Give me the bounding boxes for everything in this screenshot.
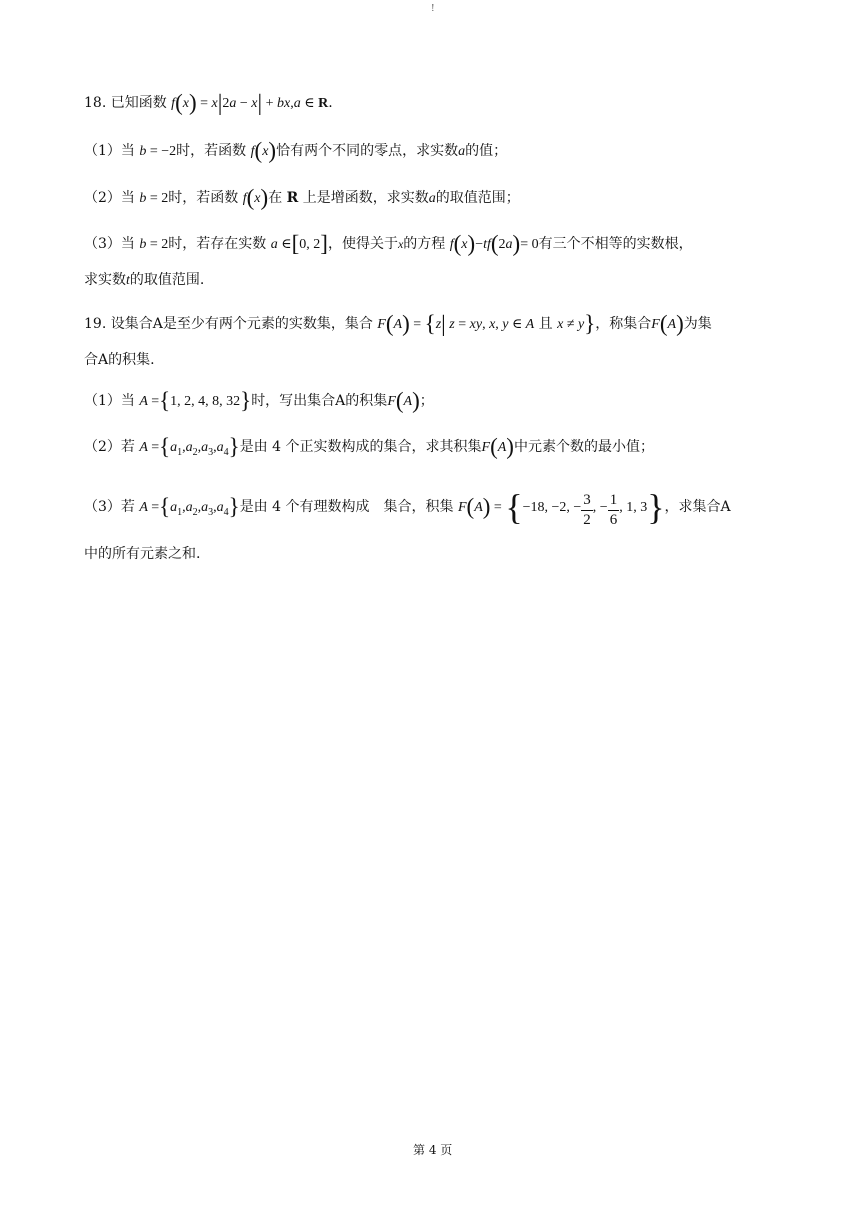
header-mark: ! bbox=[431, 4, 435, 14]
part-text: 是由 4 个正实数构成的集合，求其积集 bbox=[239, 439, 482, 455]
problem-text: 设集合A是至少有两个元素的实数集，集合 bbox=[110, 316, 373, 332]
part-text: 的取值范围； bbox=[435, 190, 520, 206]
part-label: （2） bbox=[84, 190, 121, 206]
problem-text: ，称集合 bbox=[595, 316, 652, 332]
problem-text: 为集 bbox=[683, 316, 712, 332]
part-text: 时，写出集合A的积集 bbox=[251, 393, 388, 409]
part-text: 有三个不相等的实数根， bbox=[538, 236, 693, 252]
part-text: 的取值范围. bbox=[129, 272, 205, 288]
problem-18-part-3 bbox=[84, 232, 693, 255]
part-text: 时，若函数 bbox=[176, 143, 247, 159]
part-text: 恰有两个不同的零点，求实数 bbox=[276, 143, 459, 159]
part-text: 求实数 bbox=[84, 272, 126, 288]
page-footer: 第 4 页 bbox=[413, 1143, 453, 1157]
math-var: R bbox=[286, 190, 299, 206]
part-label: （2） bbox=[84, 439, 121, 455]
math-formula: f(x)−tf(2a)= 0 bbox=[449, 231, 539, 256]
part-text: ，使得关于 bbox=[327, 236, 398, 252]
part-label: （3） bbox=[84, 236, 121, 252]
problem-19-stem bbox=[84, 312, 712, 335]
part-text: 的值； bbox=[465, 143, 508, 159]
math-formula: A ={1, 2, 4, 8, 32} bbox=[139, 388, 252, 413]
problem-18-part-2 bbox=[84, 186, 520, 209]
math-var: t bbox=[126, 273, 130, 288]
problem-19-part-3 bbox=[84, 489, 731, 528]
math-formula: a ∈[0, 2] bbox=[270, 231, 328, 256]
problem-number: 19. bbox=[84, 316, 107, 332]
math-var: x bbox=[397, 237, 404, 251]
part-text: 当 bbox=[120, 190, 135, 206]
part-label: （1） bbox=[84, 143, 121, 159]
part-text: 当 bbox=[120, 393, 135, 409]
math-formula: f(x) bbox=[242, 185, 269, 210]
problem-19-part-1 bbox=[84, 389, 434, 412]
math-formula: F(A) bbox=[481, 434, 514, 459]
part-text: 时，若函数 bbox=[168, 190, 239, 206]
problem-text: 已知函数 bbox=[110, 95, 167, 111]
math-formula: f(x) bbox=[250, 138, 277, 163]
part-text: 若 bbox=[120, 499, 135, 515]
problem-number: 18. bbox=[84, 95, 107, 111]
math-formula: f(x) = x|2a − x| + bx,a ∈ R bbox=[171, 90, 329, 115]
math-formula: $A =\{a_1,a_2,a_3,a_4\}$ bbox=[139, 434, 240, 459]
problem-18-stem: 18. 已知函数 f(x) = x|2a − x| + bx,a ∈ R. bbox=[84, 90, 333, 115]
math-formula: b = 2 bbox=[139, 237, 169, 252]
part-text: 当 bbox=[120, 236, 135, 252]
math-formula: $A =\{a_1,a_2,a_3,a_4\}$ bbox=[139, 494, 240, 519]
math-formula: F(A) = {−18, −2, − $\frac{3}{2}$ , − $\frac{1}{6}$ , 1, 3} bbox=[457, 487, 665, 528]
part-text: ，求集合A bbox=[664, 499, 731, 515]
part-text: 若 bbox=[120, 439, 135, 455]
part-text: 在 bbox=[268, 190, 283, 206]
math-formula: b = 2 bbox=[139, 191, 169, 206]
part-text: 的方程 bbox=[403, 236, 446, 252]
math-formula: F(A) = {z| z = xy, x, y ∈ A bbox=[377, 311, 535, 336]
math-formula: x ≠ y} bbox=[557, 311, 596, 336]
problem-text: 且 bbox=[538, 316, 553, 332]
part-text: 是由 4 个有理数构成 集合，积集 bbox=[239, 499, 454, 515]
problem-18-part-3-line-2 bbox=[84, 269, 204, 289]
part-text: 上是增函数，求实数 bbox=[302, 190, 429, 206]
part-text: 当 bbox=[120, 143, 135, 159]
part-text: 时，若存在实数 bbox=[168, 236, 267, 252]
part-text: ； bbox=[419, 393, 434, 409]
math-var: a bbox=[458, 144, 466, 159]
math-formula: b = −2 bbox=[139, 144, 177, 159]
math-formula: F(A) bbox=[651, 311, 684, 336]
problem-19-part-3-line-2: 中的所有元素之和. bbox=[84, 546, 201, 562]
part-label: （1） bbox=[84, 393, 121, 409]
part-label: （3） bbox=[84, 499, 121, 515]
part-text: 中元素个数的最小值； bbox=[513, 439, 654, 455]
problem-19-stem-line-2: 合A的积集. bbox=[84, 352, 155, 368]
math-formula: F(A) bbox=[387, 388, 420, 413]
problem-18-part-1 bbox=[84, 139, 507, 162]
problem-19-part-2 bbox=[84, 435, 654, 458]
math-var: a bbox=[428, 191, 436, 206]
